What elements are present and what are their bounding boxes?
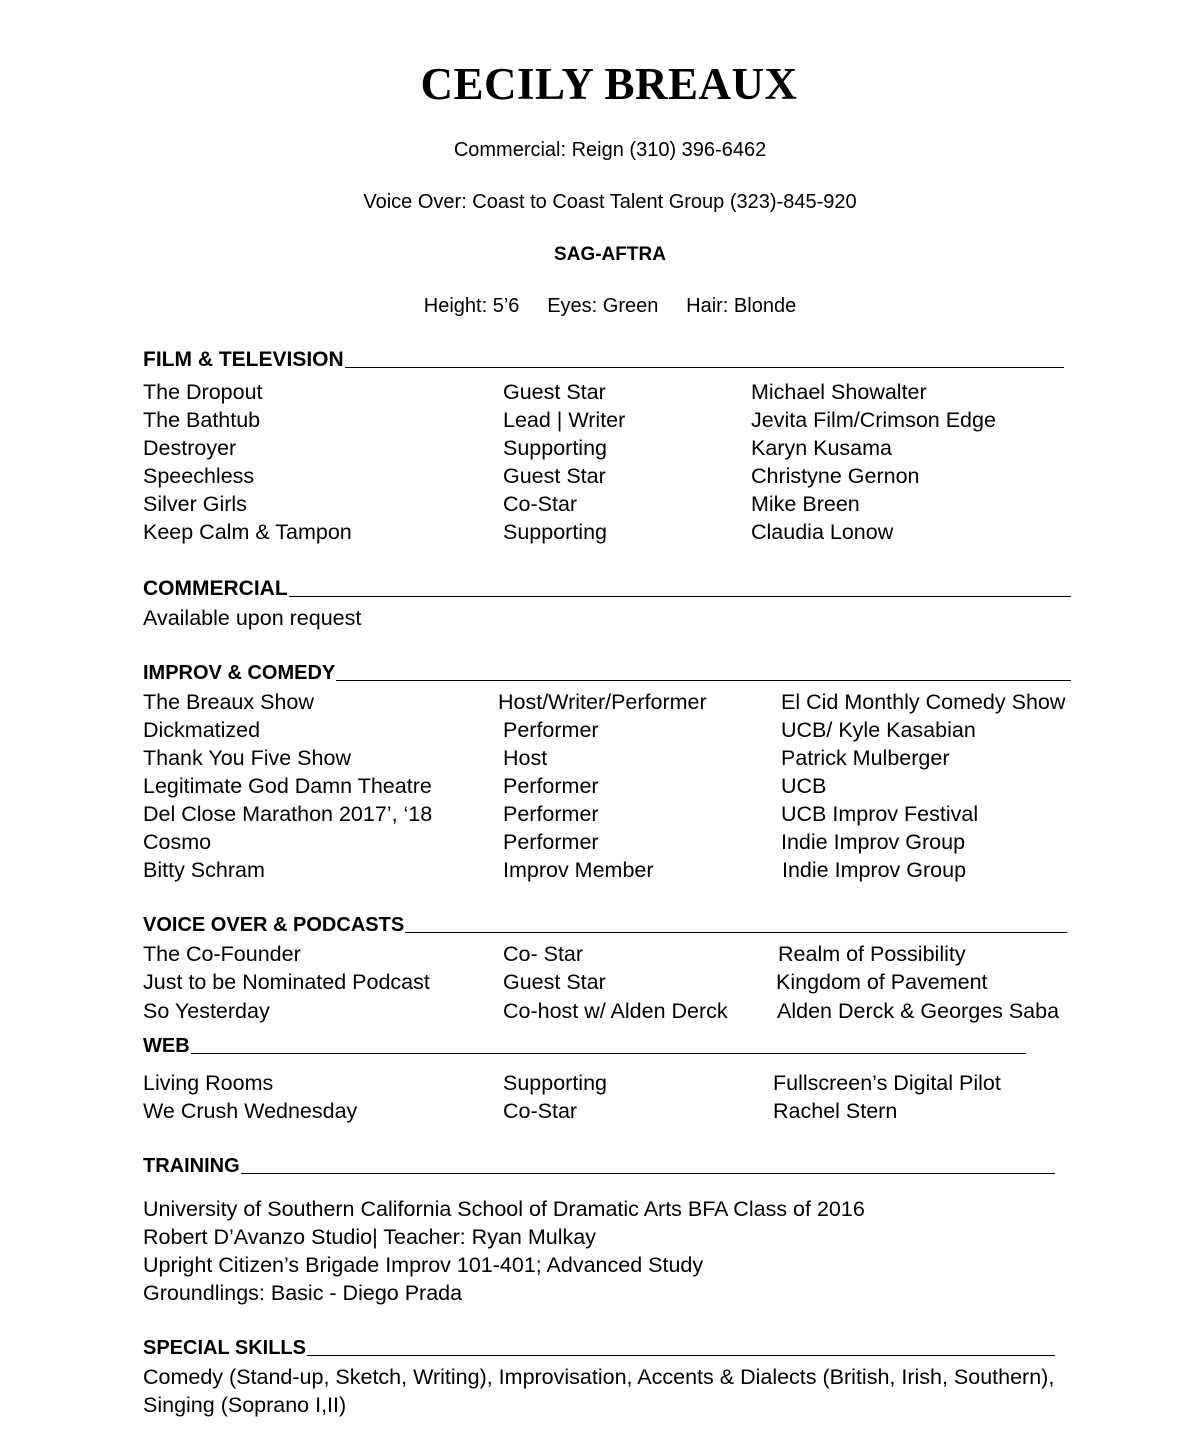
voice-podcasts-heading: VOICE OVER & PODCASTS [143,914,1067,937]
web-heading: WEB [143,1035,1026,1058]
union-affiliation: SAG-AFTRA [554,244,666,265]
training-heading: TRAINING [143,1155,1055,1178]
physical-stats: Height: 5’6 Eyes: Green Hair: Blonde [423,295,797,317]
actor-name: CECILY BREAUX [420,59,798,109]
training-line: Robert D’Avanzo Studio| Teacher: Ryan Mulkay [143,1225,596,1249]
resume-page: CECILY BREAUX Commercial: Reign (310) 396-6462 Voice Over: Coast to Coast Talent Group (323)-845-920 SAG-AFTRA Height: 5’6 Eyes: Green Hair: Blonde FILM & TELEVISION The Dropout Guest Star Michael Showalter The Bathtub Lead | Writer Jevita Film/Crimson Edge Destroyer Supporting Karyn Kusama Speechless Guest Star Christyne Gernon Silver Girls Co-Star Mike Breen Keep Calm & Tampon Supporting Claudia Lonow COMMERCIAL Available upon request IMPROV & COMEDY The Breaux Show Host/Writer/Performer El Cid Monthly Comedy Show Dickmatized Performer UCB/ Kyle Kasabian Thank You Five Show Host Patrick Mulberger Legitimate God Damn Theatre Performer UCB Del Close Marathon 2017’, ‘18 Performer UCB Improv Festival Cosmo Performer Indie Improv Group Bitty Schram Improv Member Indie Improv Group VOICE OVER & PODCASTS The Co-Founder Co- Star Realm of Possibility Just to be Nominated Podcast Guest Star Kingdom of Pavement So Yesterday Co-host w/ Alden Derck Alden Derck & Georges Saba WEB Living Rooms Supporting Fullscreen’s Digital Pilot We Crush Wednesday Co-Star Rachel Stern TRAINING University of Southern California School of Dramatic Arts BFA Class of 2016 Robert D’Avanzo Studio| Teacher: Ryan Mulkay Upright Citizen’s Brigade Improv 101-401; Advanced Study Groundlings: Basic - Diego Prada SPECIAL SKILLS Comedy (Stand-up, Sketch, Writing), Improvisation, Accents & Dialects (British, Irish, Southern), Singing (Soprano I,II) [0,0,1198,1432]
training-line: University of Southern California School of Dramatic Arts BFA Class of 2016 [143,1197,865,1221]
training-line: Upright Citizen’s Brigade Improv 101-401; Advanced Study [143,1253,704,1277]
skills-line: Comedy (Stand-up, Sketch, Writing), Improvisation, Accents & Dialects (British, Irish, Southern), [143,1365,1055,1389]
skills-heading: SPECIAL SKILLS [143,1337,1055,1360]
commercial-heading: COMMERCIAL [143,577,1071,601]
film-tv-heading: FILM & TELEVISION [143,348,1064,372]
improv-heading: IMPROV & COMEDY [143,662,1071,685]
training-line: Groundlings: Basic - Diego Prada [143,1281,463,1305]
commercial-agent: Commercial: Reign (310) 396-6462 [453,139,767,161]
skills-line: Singing (Soprano I,II) [143,1393,347,1417]
commercial-note: Available upon request [143,606,362,630]
voice-over-agent: Voice Over: Coast to Coast Talent Group (323)-845-920 [363,191,857,213]
